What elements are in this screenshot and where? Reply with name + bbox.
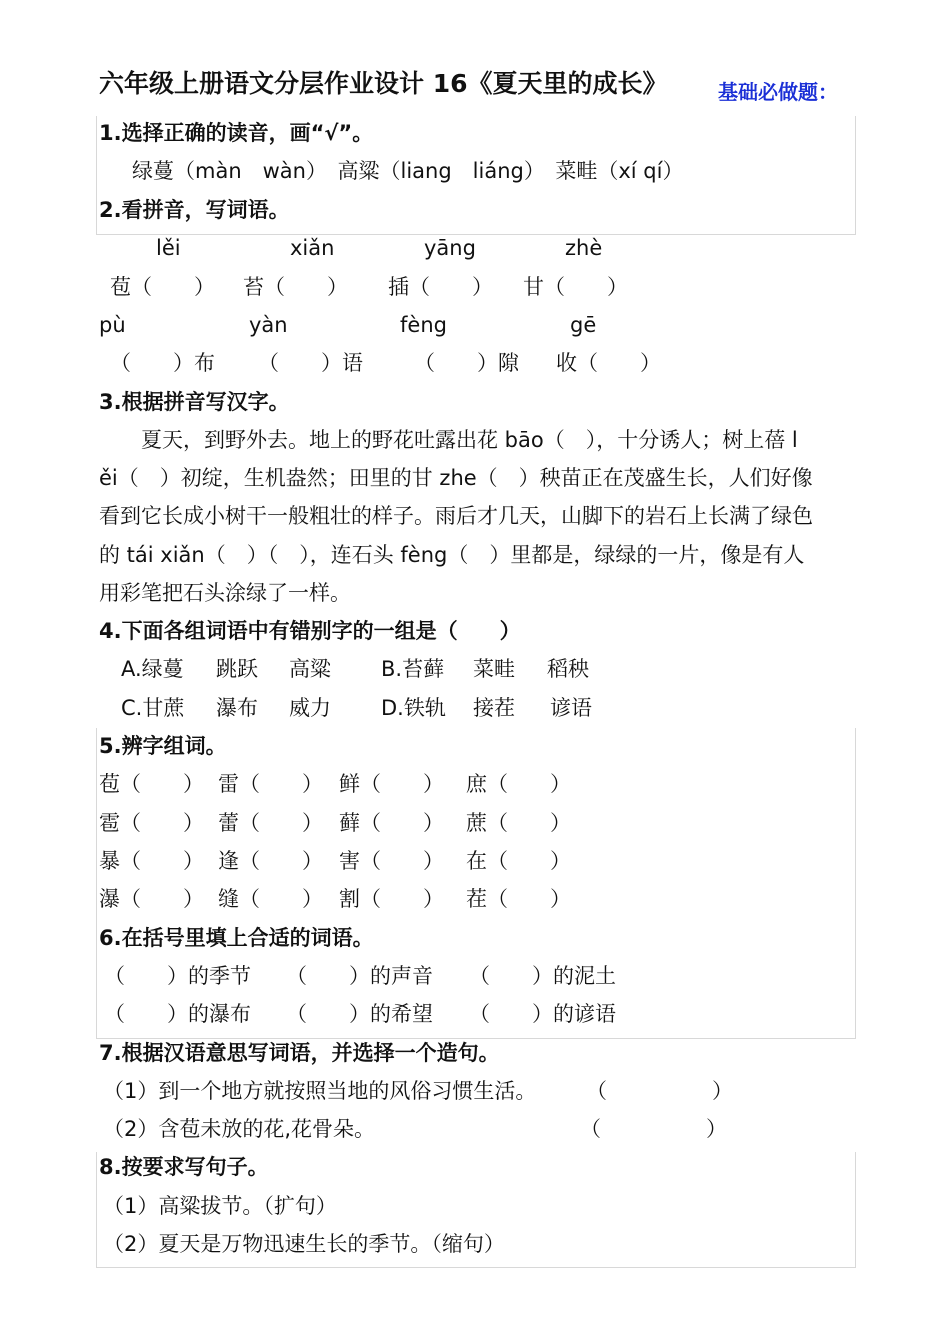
q4-option-a: A.绿蔓 — [121, 657, 184, 681]
q2-word-blank[interactable]: 收（ ） — [556, 351, 661, 375]
q2-pinyin: yāng — [424, 236, 476, 260]
q5-blank[interactable]: 茬（ ） — [466, 887, 571, 911]
q4-word: 谚语 — [550, 696, 592, 720]
q8-title: 8.按要求写句子。 — [99, 1155, 269, 1179]
q5-blank[interactable]: 瀑（ ） — [99, 887, 204, 911]
q2-pinyin: yàn — [249, 313, 288, 337]
q6-blank[interactable]: （ ）的瀑布 — [104, 1002, 251, 1026]
q7-item-text: （2）含苞未放的花,花骨朵。 — [103, 1117, 376, 1141]
q5-blank[interactable]: 蕾（ ） — [218, 811, 323, 835]
q3-title: 3.根据拼音写汉字。 — [99, 390, 290, 414]
q7-answer-blank[interactable]: （ ） — [586, 1079, 733, 1103]
q3-paragraph-line: 夏天，到野外去。地上的野花吐露出花 bāo（ ），十分诱人；树上蓓 l — [99, 428, 798, 452]
q2-pinyin: zhè — [565, 236, 603, 260]
q5-blank[interactable]: 暴（ ） — [99, 849, 204, 873]
q2-word-blank[interactable]: 苞（ ） — [110, 275, 215, 299]
q2-word-blank[interactable]: 甘（ ） — [523, 275, 628, 299]
q6-blank[interactable]: （ ）的声音 — [286, 964, 433, 988]
q5-blank[interactable]: 雷（ ） — [218, 772, 323, 796]
q2-word-blank[interactable]: 苔（ ） — [243, 275, 348, 299]
q4-word: 稻秧 — [547, 657, 589, 681]
q4-option-c: C.甘蔗 — [121, 696, 185, 720]
q3-paragraph-line: 的 tái xiǎn（ ）（ ），连石头 fèng（ ）里都是，绿绿的一片，像是有人 — [99, 543, 805, 567]
q5-blank[interactable]: 庶（ ） — [466, 772, 571, 796]
q7-item-text: （1）到一个地方就按照当地的风俗习惯生活。 — [103, 1079, 537, 1103]
q5-blank[interactable]: 割（ ） — [339, 887, 444, 911]
q1-items: 绿蔓（màn wàn） 高粱（liang liáng） 菜畦（xí qí） — [132, 159, 684, 183]
q1-title: 1.选择正确的读音，画“√”。 — [99, 121, 374, 145]
q6-blank[interactable]: （ ）的季节 — [104, 964, 251, 988]
q2-word-blank[interactable]: 插（ ） — [388, 275, 493, 299]
q2-word-blank[interactable]: （ ）布 — [110, 351, 215, 375]
q6-blank[interactable]: （ ）的泥土 — [469, 964, 616, 988]
q6-blank[interactable]: （ ）的希望 — [286, 1002, 433, 1026]
q2-word-blank[interactable]: （ ）隙 — [414, 351, 519, 375]
q4-option-b: B.苔藓 — [381, 657, 445, 681]
q8-item: （1）高粱拔节。（扩句） — [103, 1194, 337, 1218]
section-tag: 基础必做题： — [718, 80, 838, 104]
q5-title: 5.辨字组词。 — [99, 734, 227, 758]
q5-blank[interactable]: 在（ ） — [466, 849, 571, 873]
q5-blank[interactable]: 苞（ ） — [99, 772, 204, 796]
q6-title: 6.在括号里填上合适的词语。 — [99, 926, 374, 950]
q4-word: 菜畦 — [473, 657, 515, 681]
q4-option-d: D.铁轨 — [381, 696, 446, 720]
q2-pinyin: lěi — [156, 236, 181, 260]
q4-word: 高粱 — [289, 657, 331, 681]
q4-word: 接茬 — [473, 696, 515, 720]
q4-title: 4.下面各组词语中有错别字的一组是（ ） — [99, 619, 521, 643]
q7-title: 7.根据汉语意思写词语，并选择一个造句。 — [99, 1041, 500, 1065]
q2-pinyin: fèng — [400, 313, 447, 337]
q2-pinyin: gē — [570, 313, 597, 337]
q8-item: （2）夏天是万物迅速生长的季节。（缩句） — [103, 1232, 505, 1256]
q2-title: 2.看拼音，写词语。 — [99, 198, 290, 222]
q4-word: 威力 — [289, 696, 331, 720]
q3-paragraph-line: 用彩笔把石头涂绿了一样。 — [99, 581, 351, 605]
q7-answer-blank[interactable]: （ ） — [580, 1117, 727, 1141]
q3-paragraph-line: 看到它长成小树干一般粗壮的样子。雨后才几天，山脚下的岩石上长满了绿色 — [99, 504, 813, 528]
q2-pinyin: pù — [99, 313, 126, 337]
q5-blank[interactable]: 缝（ ） — [218, 887, 323, 911]
q5-blank[interactable]: 藓（ ） — [339, 811, 444, 835]
q5-blank[interactable]: 逢（ ） — [218, 849, 323, 873]
q3-paragraph-line: ěi（ ）初绽，生机盎然；田里的甘 zhe（ ）秧苗正在茂盛生长，人们好像 — [99, 466, 813, 490]
q4-word: 跳跃 — [216, 657, 258, 681]
q5-blank[interactable]: 鲜（ ） — [339, 772, 444, 796]
q5-blank[interactable]: 害（ ） — [339, 849, 444, 873]
q6-blank[interactable]: （ ）的谚语 — [469, 1002, 616, 1026]
q4-word: 瀑布 — [216, 696, 258, 720]
q5-blank[interactable]: 雹（ ） — [99, 811, 204, 835]
q2-pinyin: xiǎn — [290, 236, 335, 260]
page-title: 六年级上册语文分层作业设计 16《夏天里的成长》 — [99, 69, 668, 98]
q2-word-blank[interactable]: （ ）语 — [258, 351, 363, 375]
q5-blank[interactable]: 蔗（ ） — [466, 811, 571, 835]
